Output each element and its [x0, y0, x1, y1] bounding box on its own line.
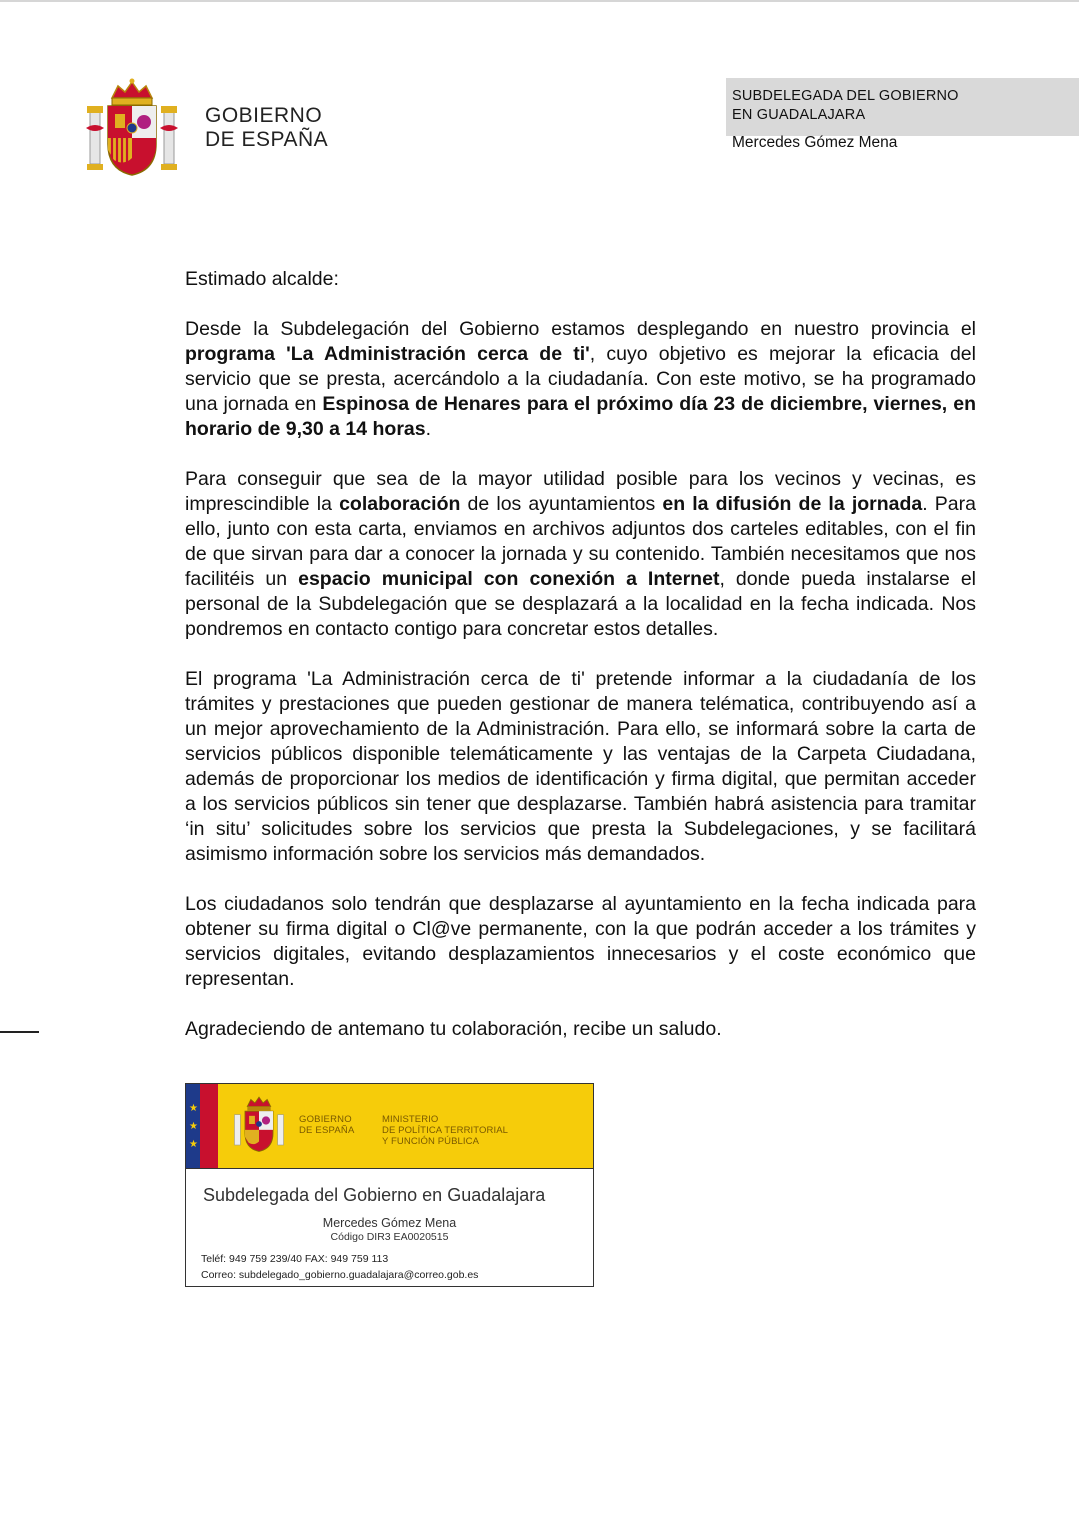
closing: Agradeciendo de antemano tu colaboración, recibe un saludo. [185, 1018, 722, 1040]
star-icon: ★ [189, 1139, 198, 1150]
card-gov-line-2: DE ESPAÑA [299, 1125, 355, 1136]
red-strip [200, 1084, 218, 1168]
signature-card [185, 1083, 594, 1287]
paragraph-3: El programa 'La Administración cerca de ti' pretende informar a la ciudadanía de los trámites y prestaciones que pueden gestionar de manera telématica, contribuyendo así a un mejor aprovechamiento de la Administración. Para ello, se informará sobre la carta de servicios públicos disponible telemáticamente y las ventajas de la Carpeta Ciudadana, además de proporcionar los medios de identificación y firma digital, que permitan acceder a los servicios públicos sin tener que desplazarse. También habrá asistencia para tramitar ‘in situ’ solicitudes sobre los servicios que presta la Subdelegaciones, y se facilitará asimismo información sobre los servicios más demandados. [185, 668, 976, 865]
margin-mark [0, 1031, 39, 1033]
p1-text-3: . [425, 418, 432, 440]
p2-text-1: Para conseguir que sea de la mayor utilidad posible para los vecinos y vecinas, es imprescindible la [185, 468, 976, 515]
p1-text-1: Desde la Subdelegación del Gobierno estamos desplegando en nuestro provincia el [185, 318, 976, 340]
gobierno-de-espana-wordmark [205, 104, 328, 152]
card-title: Subdelegada del Gobierno en Guadalajara [203, 1185, 546, 1205]
card-gov-wordmark [299, 1114, 354, 1136]
gov-line-2: DE ESPAÑA [205, 128, 329, 151]
card-email: Correo: subdelegado_gobierno.guadalajara@correo.gob.es [201, 1269, 479, 1281]
greeting: Estimado alcalde: [185, 268, 339, 290]
top-border [0, 0, 1079, 2]
card-ministry [382, 1114, 508, 1147]
p1-text-2: , cuyo objetivo es mejorar la eficacia del servicio que se presta, acercándolo a la ciudadanía. Con este motivo, se ha programado una jornada en [185, 343, 976, 415]
paragraph-4: Los ciudadanos solo tendrán que desplazarse al ayuntamiento en la fecha indicada para obtener su firma digital o Cl@ve permanente, con la que podrán acceder a los trámites y servicios digitales, evitando desplazamientos innecesarios y el coste económico que representan. [185, 893, 976, 990]
p1-bold-2: Espinosa de Henares para el próximo día 23 de diciembre, viernes, en horario de 9,30 a 14 horas [185, 393, 976, 440]
paragraph-1 [185, 317, 976, 442]
card-phone: Teléf: 949 759 239/40 FAX: 949 759 113 [201, 1253, 389, 1265]
card-divider [186, 1168, 593, 1169]
card-gov-line-1: GOBIERNO [299, 1114, 352, 1125]
header-signer-name: Mercedes Gómez Mena [732, 134, 898, 151]
header-org-name [732, 87, 959, 125]
spain-coat-of-arms-icon [231, 1092, 287, 1156]
org-line-2: EN GUADALAJARA [732, 107, 866, 123]
p2-text-2: de los ayuntamientos [460, 493, 663, 515]
p2-text-3: . Para ello, junto con esta carta, enviamos en archivos adjuntos dos carteles editables, con el fin de que sirvan para dar a conocer la jornada y su contenido. También necesitamos que nos facilitéis un [185, 493, 976, 590]
star-icon: ★ [189, 1121, 198, 1132]
letter-body [185, 267, 976, 1067]
org-line-1: SUBDELEGADA DEL GOBIERNO [732, 88, 959, 104]
star-icon: ★ [189, 1103, 198, 1114]
p2-text-4: , donde pueda instalarse el personal de la Subdelegación que se desplazará a la localidad en la fecha indicada. Nos pondremos en contacto contigo para concretar estos detalles. [185, 568, 977, 640]
paragraph-2 [185, 467, 976, 642]
p2-bold-2: en la difusión de la jornada [662, 493, 923, 515]
p2-bold-3: espacio municipal con conexión a Internet [298, 568, 720, 590]
card-min-line-3: Y FUNCIÓN PÚBLICA [382, 1136, 480, 1147]
p2-bold-1: colaboración [339, 493, 461, 515]
card-name: Mercedes Gómez Mena [322, 1216, 457, 1230]
spain-coat-of-arms-icon [84, 78, 180, 178]
header-org-box [726, 78, 1079, 136]
card-min-line-2: DE POLÍTICA TERRITORIAL [382, 1125, 509, 1136]
p1-bold-1: programa 'La Administración cerca de ti' [185, 343, 590, 365]
card-code: Código DIR3 EA0020515 [330, 1231, 449, 1243]
gov-line-1: GOBIERNO [205, 104, 323, 127]
card-min-line-1: MINISTERIO [382, 1114, 439, 1125]
